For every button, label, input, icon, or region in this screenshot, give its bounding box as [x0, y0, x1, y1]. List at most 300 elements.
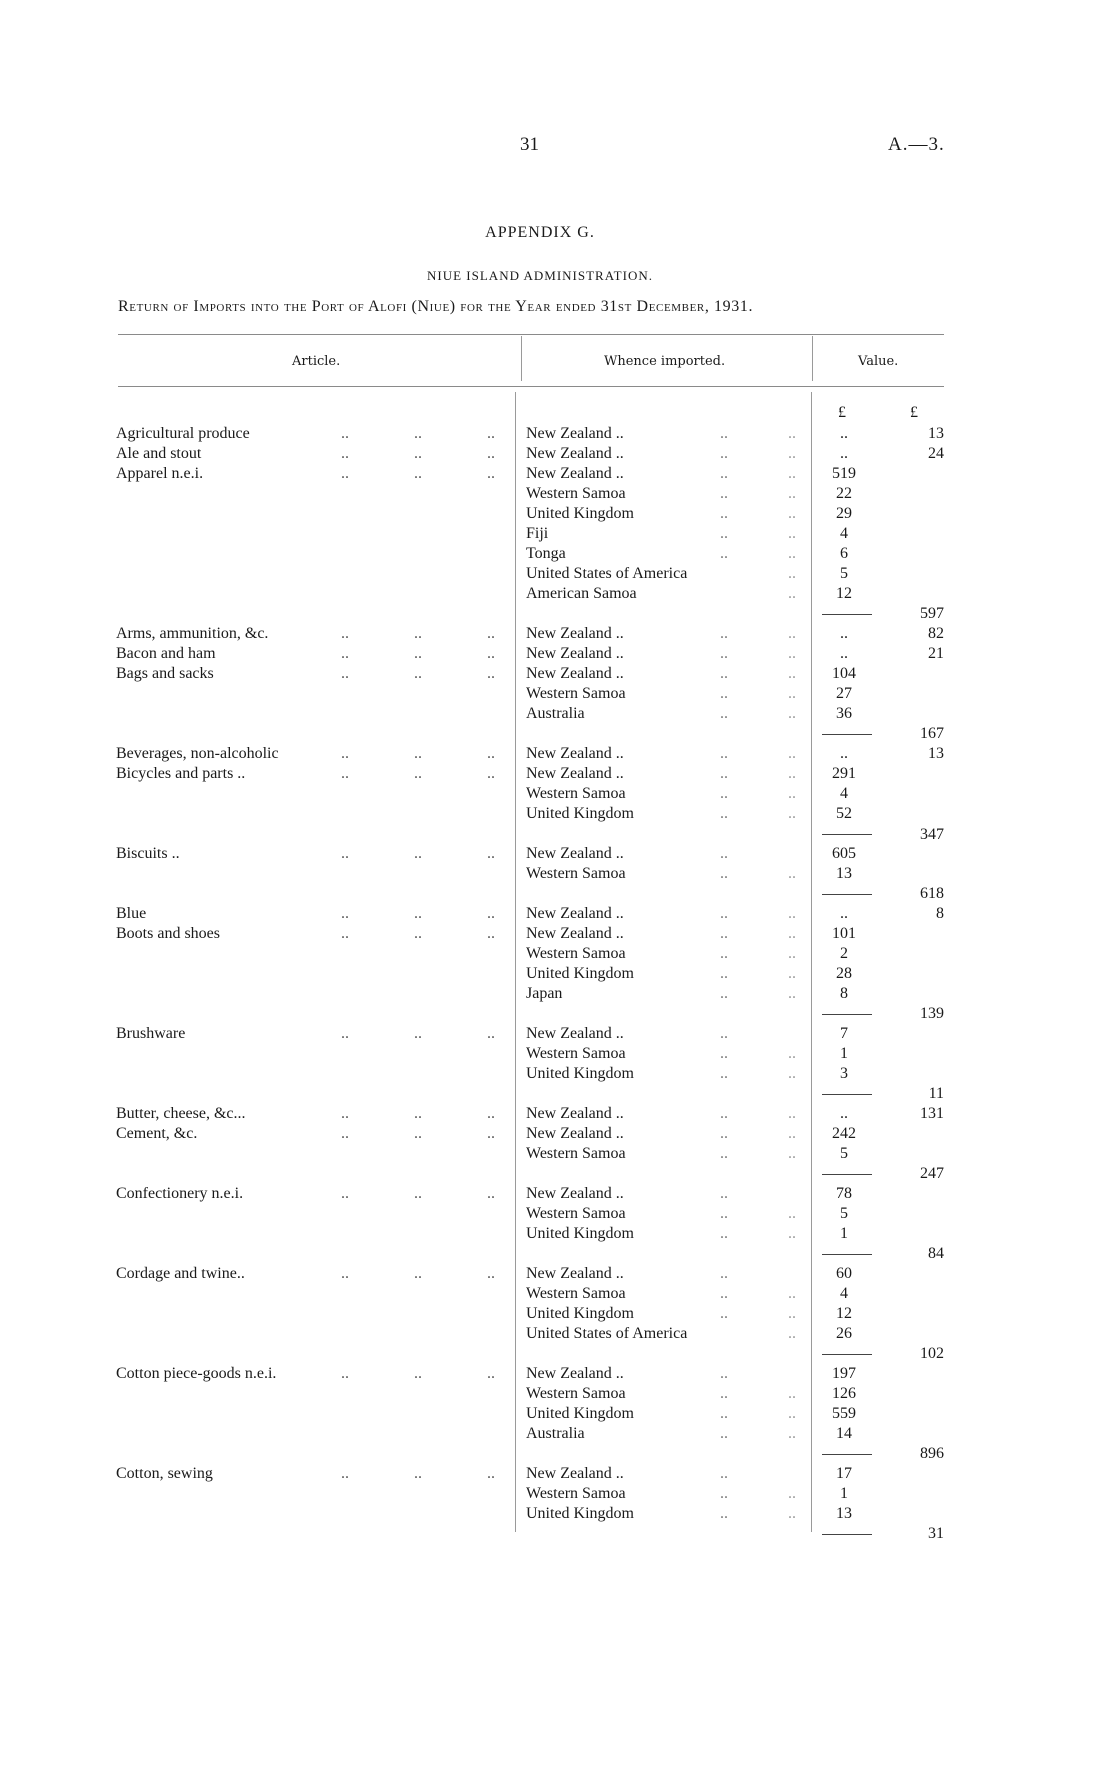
partial-value: .. — [840, 1105, 848, 1122]
leader-dots: .. — [341, 665, 349, 682]
leader-dots: .. — [414, 445, 422, 462]
subtotal-rule — [822, 614, 872, 615]
partial-value: 1 — [840, 1225, 848, 1242]
leader-dots: .. — [720, 1125, 728, 1142]
currency-symbol-right: £ — [910, 404, 918, 421]
header-divider-1 — [521, 336, 522, 381]
leader-dots: .. — [720, 505, 728, 522]
leader-dots: .. — [414, 745, 422, 762]
leader-dots: .. — [414, 1025, 422, 1042]
table-row — [0, 1185, 1114, 1205]
leader-dots: .. — [341, 845, 349, 862]
return-subtitle: Return of Imports into the Port of Alofi (Niue) for the Year ended 31st December, 1931. — [118, 298, 754, 315]
leader-dots: .. — [788, 765, 796, 782]
leader-dots: .. — [487, 905, 495, 922]
leader-dots: .. — [788, 925, 796, 942]
table-row — [0, 545, 1114, 565]
article-name: Cotton piece-goods n.e.i. — [116, 1365, 277, 1382]
leader-dots: .. — [720, 1145, 728, 1162]
leader-dots: .. — [788, 1125, 796, 1142]
article-name: Biscuits .. — [116, 845, 180, 862]
leader-dots: .. — [414, 665, 422, 682]
leader-dots: .. — [788, 705, 796, 722]
administration-title: NIUE ISLAND ADMINISTRATION. — [427, 268, 653, 283]
leader-dots: .. — [720, 545, 728, 562]
partial-value: 126 — [832, 1385, 856, 1402]
partial-value: 8 — [840, 985, 848, 1002]
table-row — [0, 965, 1114, 985]
source-country: New Zealand .. — [526, 1125, 624, 1142]
leader-dots: .. — [487, 745, 495, 762]
leader-dots: .. — [788, 1425, 796, 1442]
source-country: Tonga — [526, 545, 566, 562]
partial-value: 104 — [832, 665, 856, 682]
leader-dots: .. — [720, 425, 728, 442]
leader-dots: .. — [788, 1325, 796, 1342]
subtotal-rule — [822, 894, 872, 895]
partial-value: .. — [840, 425, 848, 442]
source-country: United Kingdom — [526, 1405, 634, 1422]
source-country: New Zealand .. — [526, 465, 624, 482]
leader-dots: .. — [788, 445, 796, 462]
table-row — [0, 685, 1114, 705]
leader-dots: .. — [487, 1365, 495, 1382]
partial-value: 291 — [832, 765, 856, 782]
source-country: Australia — [526, 1425, 585, 1442]
total-value: 13 — [928, 745, 944, 762]
leader-dots: .. — [720, 925, 728, 942]
page-number: 31 — [520, 134, 539, 155]
leader-dots: .. — [487, 1465, 495, 1482]
leader-dots: .. — [788, 425, 796, 442]
partial-value: .. — [840, 905, 848, 922]
article-name: Confectionery n.e.i. — [116, 1185, 244, 1202]
source-country: New Zealand .. — [526, 1365, 624, 1382]
table-row — [0, 905, 1114, 925]
table-row — [0, 765, 1114, 785]
partial-value: 4 — [840, 785, 848, 802]
leader-dots: .. — [720, 785, 728, 802]
partial-value: 242 — [832, 1125, 856, 1142]
subtotal-rule — [822, 734, 872, 735]
whence-column-header: Whence imported. — [604, 354, 726, 369]
leader-dots: .. — [788, 945, 796, 962]
leader-dots: .. — [720, 465, 728, 482]
group-total: 618 — [920, 885, 944, 902]
leader-dots: .. — [487, 765, 495, 782]
leader-dots: .. — [414, 1365, 422, 1382]
table-row — [0, 1325, 1114, 1345]
table-row — [0, 505, 1114, 525]
table-row — [0, 1125, 1114, 1145]
table-row — [0, 1465, 1114, 1485]
subtotal-rule — [822, 1454, 872, 1455]
leader-dots: .. — [414, 905, 422, 922]
group-total: 102 — [920, 1345, 944, 1362]
table-row — [0, 1045, 1114, 1065]
table-row — [0, 565, 1114, 585]
leader-dots: .. — [414, 1265, 422, 1282]
source-country: United Kingdom — [526, 1065, 634, 1082]
leader-dots: .. — [414, 845, 422, 862]
partial-value: 52 — [836, 805, 852, 822]
leader-dots: .. — [788, 745, 796, 762]
source-country: Australia — [526, 705, 585, 722]
table-row — [0, 1065, 1114, 1085]
header-bottom-rule — [118, 386, 944, 387]
leader-dots: .. — [487, 445, 495, 462]
source-country: New Zealand .. — [526, 1465, 624, 1482]
leader-dots: .. — [788, 1045, 796, 1062]
leader-dots: .. — [788, 625, 796, 642]
source-country: United Kingdom — [526, 965, 634, 982]
leader-dots: .. — [720, 1365, 728, 1382]
partial-value: 101 — [832, 925, 856, 942]
subtotal-rule — [822, 1354, 872, 1355]
source-country: United Kingdom — [526, 1225, 634, 1242]
leader-dots: .. — [720, 1225, 728, 1242]
table-row — [0, 805, 1114, 825]
leader-dots: .. — [720, 1285, 728, 1302]
source-country: Western Samoa — [526, 1145, 626, 1162]
table-row — [0, 745, 1114, 765]
leader-dots: .. — [487, 645, 495, 662]
source-country: Western Samoa — [526, 945, 626, 962]
group-total: 347 — [920, 826, 944, 843]
article-name: Cotton, sewing — [116, 1465, 213, 1482]
leader-dots: .. — [720, 1405, 728, 1422]
leader-dots: .. — [414, 925, 422, 942]
source-country: United Kingdom — [526, 1305, 634, 1322]
table-row — [0, 485, 1114, 505]
leader-dots: .. — [720, 1305, 728, 1322]
leader-dots: .. — [788, 1065, 796, 1082]
source-country: New Zealand .. — [526, 625, 624, 642]
leader-dots: .. — [341, 625, 349, 642]
table-row — [0, 525, 1114, 545]
source-country: United Kingdom — [526, 505, 634, 522]
leader-dots: .. — [788, 805, 796, 822]
leader-dots: .. — [788, 1285, 796, 1302]
source-country: United States of America — [526, 565, 688, 582]
leader-dots: .. — [341, 925, 349, 942]
leader-dots: .. — [720, 1505, 728, 1522]
article-name: Cement, &c. — [116, 1125, 198, 1142]
partial-value: 12 — [836, 585, 852, 602]
partial-value: .. — [840, 745, 848, 762]
leader-dots: .. — [720, 1385, 728, 1402]
leader-dots: .. — [720, 1465, 728, 1482]
table-row — [0, 645, 1114, 665]
group-total: 84 — [928, 1245, 944, 1262]
leader-dots: .. — [414, 1105, 422, 1122]
leader-dots: .. — [414, 765, 422, 782]
total-value: 21 — [928, 645, 944, 662]
table-row — [0, 1265, 1114, 1285]
group-total: 896 — [920, 1445, 944, 1462]
leader-dots: .. — [720, 625, 728, 642]
leader-dots: .. — [487, 465, 495, 482]
table-row — [0, 1305, 1114, 1325]
partial-value: 5 — [840, 1205, 848, 1222]
group-total: 247 — [920, 1165, 944, 1182]
leader-dots: .. — [414, 465, 422, 482]
source-country: New Zealand .. — [526, 445, 624, 462]
table-row — [0, 785, 1114, 805]
source-country: New Zealand .. — [526, 425, 624, 442]
source-country: New Zealand .. — [526, 1265, 624, 1282]
article-name: Brushware — [116, 1025, 186, 1042]
leader-dots: .. — [788, 1385, 796, 1402]
source-country: Japan — [526, 985, 563, 1002]
table-row — [0, 625, 1114, 645]
leader-dots: .. — [720, 1425, 728, 1442]
partial-value: 2 — [840, 945, 848, 962]
article-name: Apparel n.e.i. — [116, 465, 204, 482]
table-row — [0, 1505, 1114, 1525]
leader-dots: .. — [341, 1365, 349, 1382]
source-country: New Zealand .. — [526, 1185, 624, 1202]
source-country: Western Samoa — [526, 685, 626, 702]
subtotal-rule — [822, 1174, 872, 1175]
partial-value: 13 — [836, 1505, 852, 1522]
total-value: 24 — [928, 445, 944, 462]
subtotal-rule — [822, 1254, 872, 1255]
partial-value: 3 — [840, 1065, 848, 1082]
group-total: 11 — [928, 1085, 944, 1102]
partial-value: 28 — [836, 965, 852, 982]
leader-dots: .. — [341, 1265, 349, 1282]
leader-dots: .. — [487, 845, 495, 862]
partial-value: 4 — [840, 1285, 848, 1302]
leader-dots: .. — [788, 1405, 796, 1422]
article-name: Beverages, non-alcoholic — [116, 745, 279, 762]
source-country: New Zealand .. — [526, 905, 624, 922]
leader-dots: .. — [720, 945, 728, 962]
source-country: New Zealand .. — [526, 1025, 624, 1042]
article-name: Blue — [116, 905, 147, 922]
leader-dots: .. — [788, 1305, 796, 1322]
leader-dots: .. — [720, 965, 728, 982]
source-country: Western Samoa — [526, 785, 626, 802]
source-country: New Zealand .. — [526, 645, 624, 662]
table-row — [0, 1485, 1114, 1505]
leader-dots: .. — [720, 1265, 728, 1282]
document-reference: A.—3. — [888, 134, 945, 155]
table-row — [0, 1205, 1114, 1225]
table-row — [0, 665, 1114, 685]
leader-dots: .. — [720, 705, 728, 722]
leader-dots: .. — [720, 445, 728, 462]
partial-value: 29 — [836, 505, 852, 522]
table-row — [0, 845, 1114, 865]
partial-value: .. — [840, 645, 848, 662]
article-name: Bicycles and parts .. — [116, 765, 246, 782]
article-name: Butter, cheese, &c... — [116, 1105, 246, 1122]
leader-dots: .. — [487, 1265, 495, 1282]
leader-dots: .. — [788, 865, 796, 882]
leader-dots: .. — [788, 485, 796, 502]
value-column-header: Value. — [858, 354, 899, 369]
group-total: 167 — [920, 725, 944, 742]
table-row — [0, 985, 1114, 1005]
leader-dots: .. — [788, 1505, 796, 1522]
leader-dots: .. — [341, 1185, 349, 1202]
leader-dots: .. — [487, 1105, 495, 1122]
table-row — [0, 465, 1114, 485]
table-row — [0, 1365, 1114, 1385]
article-name: Cordage and twine.. — [116, 1265, 245, 1282]
source-country: Western Samoa — [526, 1205, 626, 1222]
leader-dots: .. — [720, 905, 728, 922]
partial-value: 12 — [836, 1305, 852, 1322]
leader-dots: .. — [720, 1205, 728, 1222]
article-name: Bags and sacks — [116, 665, 214, 682]
leader-dots: .. — [487, 425, 495, 442]
appendix-title: APPENDIX G. — [485, 224, 595, 241]
table-row — [0, 945, 1114, 965]
leader-dots: .. — [487, 665, 495, 682]
partial-value: 605 — [832, 845, 856, 862]
partial-value: 5 — [840, 565, 848, 582]
table-top-rule — [118, 334, 944, 335]
partial-value: 78 — [836, 1185, 852, 1202]
partial-value: 1 — [840, 1045, 848, 1062]
partial-value: .. — [840, 625, 848, 642]
table-row — [0, 585, 1114, 605]
partial-value: 60 — [836, 1265, 852, 1282]
table-row — [0, 1025, 1114, 1045]
group-total: 31 — [928, 1525, 944, 1542]
leader-dots: .. — [720, 765, 728, 782]
leader-dots: .. — [788, 565, 796, 582]
partial-value: 5 — [840, 1145, 848, 1162]
table-row — [0, 425, 1114, 445]
source-country: New Zealand .. — [526, 665, 624, 682]
leader-dots: .. — [720, 985, 728, 1002]
leader-dots: .. — [720, 485, 728, 502]
source-country: Western Samoa — [526, 1045, 626, 1062]
table-row — [0, 445, 1114, 465]
partial-value: 14 — [836, 1425, 852, 1442]
source-country: Fiji — [526, 525, 549, 542]
table-row — [0, 1425, 1114, 1445]
leader-dots: .. — [720, 1065, 728, 1082]
article-name: Arms, ammunition, &c. — [116, 625, 269, 642]
table-row — [0, 1285, 1114, 1305]
source-country: United Kingdom — [526, 1505, 634, 1522]
currency-symbol-left: £ — [838, 404, 846, 421]
leader-dots: .. — [414, 1125, 422, 1142]
leader-dots: .. — [788, 785, 796, 802]
leader-dots: .. — [341, 1105, 349, 1122]
group-total: 139 — [920, 1005, 944, 1022]
leader-dots: .. — [720, 645, 728, 662]
partial-value: 559 — [832, 1405, 856, 1422]
leader-dots: .. — [487, 625, 495, 642]
leader-dots: .. — [788, 965, 796, 982]
article-column-header: Article. — [292, 354, 341, 369]
leader-dots: .. — [720, 1025, 728, 1042]
leader-dots: .. — [720, 805, 728, 822]
leader-dots: .. — [788, 985, 796, 1002]
leader-dots: .. — [788, 505, 796, 522]
leader-dots: .. — [788, 1145, 796, 1162]
leader-dots: .. — [788, 645, 796, 662]
article-name: Bacon and ham — [116, 645, 216, 662]
source-country: American Samoa — [526, 585, 637, 602]
source-country: New Zealand .. — [526, 845, 624, 862]
leader-dots: .. — [341, 445, 349, 462]
leader-dots: .. — [341, 645, 349, 662]
leader-dots: .. — [720, 1485, 728, 1502]
leader-dots: .. — [720, 1045, 728, 1062]
leader-dots: .. — [720, 845, 728, 862]
leader-dots: .. — [341, 425, 349, 442]
partial-value: 36 — [836, 705, 852, 722]
leader-dots: .. — [788, 1205, 796, 1222]
leader-dots: .. — [788, 1105, 796, 1122]
subtotal-rule — [822, 834, 872, 835]
partial-value: 13 — [836, 865, 852, 882]
leader-dots: .. — [788, 1485, 796, 1502]
leader-dots: .. — [788, 545, 796, 562]
table-row — [0, 1105, 1114, 1125]
header-divider-2 — [812, 336, 813, 381]
table-row — [0, 1385, 1114, 1405]
source-country: United States of America — [526, 1325, 688, 1342]
group-total: 597 — [920, 605, 944, 622]
source-country: United Kingdom — [526, 805, 634, 822]
leader-dots: .. — [341, 1025, 349, 1042]
leader-dots: .. — [788, 465, 796, 482]
leader-dots: .. — [341, 465, 349, 482]
leader-dots: .. — [788, 685, 796, 702]
leader-dots: .. — [341, 1465, 349, 1482]
leader-dots: .. — [720, 685, 728, 702]
partial-value: .. — [840, 445, 848, 462]
total-value: 8 — [936, 905, 944, 922]
leader-dots: .. — [341, 905, 349, 922]
total-value: 82 — [928, 625, 944, 642]
source-country: Western Samoa — [526, 485, 626, 502]
source-country: New Zealand .. — [526, 765, 624, 782]
source-country: New Zealand .. — [526, 1105, 624, 1122]
partial-value: 22 — [836, 485, 852, 502]
subtotal-rule — [822, 1014, 872, 1015]
leader-dots: .. — [720, 1105, 728, 1122]
partial-value: 1 — [840, 1485, 848, 1502]
leader-dots: .. — [341, 745, 349, 762]
leader-dots: .. — [341, 765, 349, 782]
leader-dots: .. — [720, 745, 728, 762]
partial-value: 197 — [832, 1365, 856, 1382]
table-row — [0, 925, 1114, 945]
table-row — [0, 1145, 1114, 1165]
table-row — [0, 1405, 1114, 1425]
source-country: Western Samoa — [526, 1385, 626, 1402]
article-name: Ale and stout — [116, 445, 202, 462]
leader-dots: .. — [487, 1125, 495, 1142]
partial-value: 4 — [840, 525, 848, 542]
leader-dots: .. — [720, 525, 728, 542]
source-country: New Zealand .. — [526, 925, 624, 942]
total-value: 13 — [928, 425, 944, 442]
leader-dots: .. — [414, 1185, 422, 1202]
subtotal-rule — [822, 1534, 872, 1535]
partial-value: 26 — [836, 1325, 852, 1342]
source-country: Western Samoa — [526, 865, 626, 882]
